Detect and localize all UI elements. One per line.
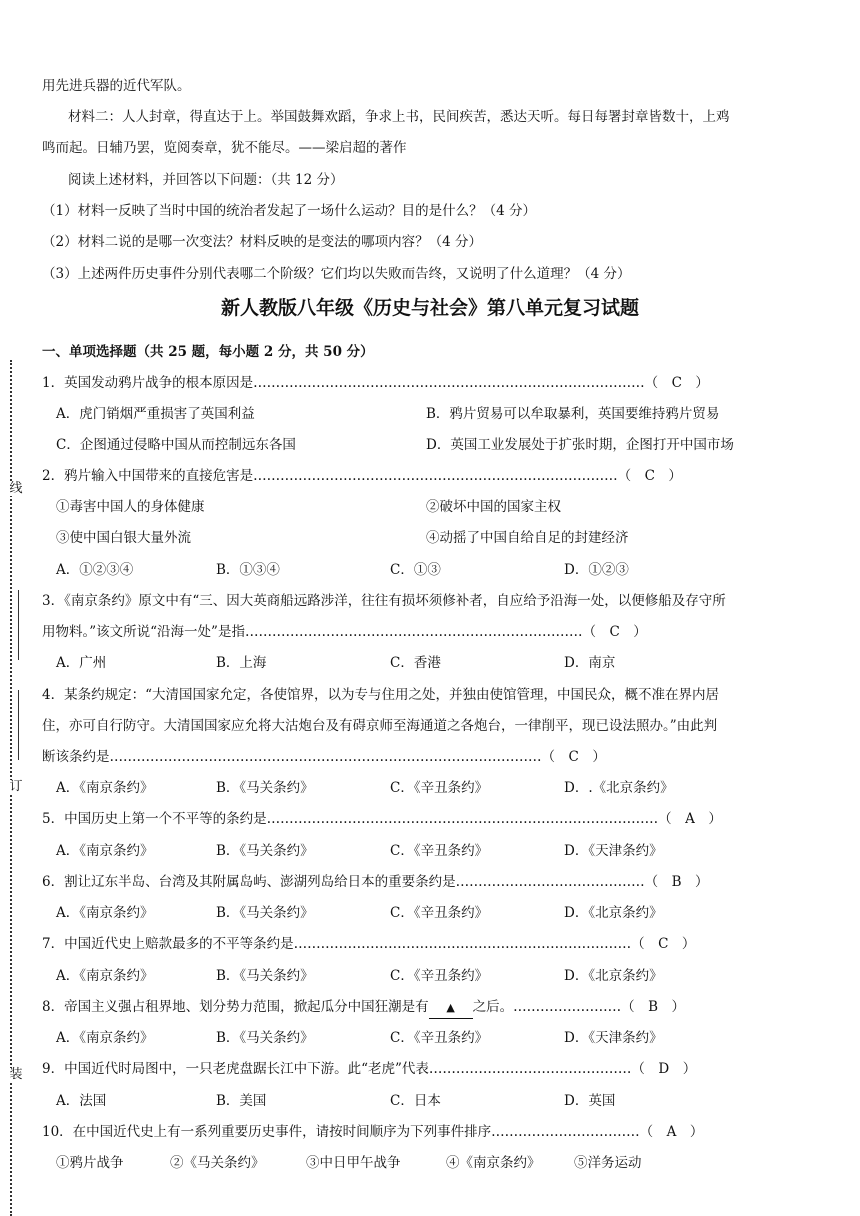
- option-a: A．《南京条约》: [56, 1030, 154, 1046]
- item-4: ④动摇了中国自给自足的封建经济: [426, 530, 629, 546]
- question-10-items: [42, 1153, 832, 1173]
- page-title: 新人教版八年级《历史与社会》第八单元复习试题: [220, 297, 639, 319]
- section-heading: 一、单项选择题（共 25 题，每小题 2 分，共 50 分）: [42, 344, 374, 360]
- question-1-stem: 1．英国发动鸦片战争的根本原因是……………………………………………………………………………（ C ）: [42, 375, 709, 391]
- item-2: ②《马关条约》: [170, 1155, 265, 1171]
- option-a: A．①②③④: [56, 562, 134, 578]
- question-8-stem-post: 之后。……………………（ B ）: [472, 999, 686, 1015]
- option-c: C．香港: [390, 655, 441, 671]
- question-2-stem: 2．鸦片输入中国带来的直接危害是………………………………………………………………………（ C ）: [42, 468, 682, 484]
- option-a: A．广州: [56, 655, 107, 671]
- question-1-options: [42, 435, 832, 455]
- option-d: D．英国工业发展处于扩张时期，企图打开中国市场: [426, 437, 734, 453]
- question-5-stem: 5．中国历史上第一个不平等的条约是……………………………………………………………………………（ A ）: [42, 811, 722, 827]
- option-d: D．《北京条约》: [564, 905, 663, 921]
- item-3: ③中日甲午战争: [306, 1155, 401, 1171]
- instruction: 阅读上述材料，并回答以下问题：（共 12 分）: [68, 172, 344, 188]
- option-c: C．《辛丑条约》: [390, 843, 489, 859]
- text-line: 用先进兵器的近代军队。: [42, 78, 191, 94]
- option-b: B．《马关条约》: [216, 968, 314, 984]
- option-c: C．《辛丑条约》: [390, 780, 489, 796]
- option-d: D．《北京条约》: [564, 968, 663, 984]
- question-9-stem: 9．中国近代时局图中，一只老虎盘踞长江中下游。此“老虎”代表………………………………………（ D ）: [42, 1061, 697, 1077]
- binding-mark-zhuang: 装: [9, 1067, 23, 1082]
- question-2-items: [42, 528, 832, 548]
- option-d: D．南京: [564, 655, 616, 671]
- option-a: A．《南京条约》: [56, 843, 154, 859]
- item-2: ②破坏中国的国家主权: [426, 499, 561, 515]
- option-b: B．鸦片贸易可以牟取暴利，英国要维持鸦片贸易: [426, 406, 720, 422]
- material-two-cont: 鸣而起。日辅乃罢，览阅奏章，犹不能尽。——梁启超的著作: [42, 140, 407, 156]
- question-2-options: [42, 560, 832, 580]
- subquestion-2: （2）材料二说的是哪一次变法？材料反映的是变法的哪项内容？（4 分）: [42, 234, 482, 250]
- question-1-options: [42, 404, 832, 424]
- option-b: B．《马关条约》: [216, 1030, 314, 1046]
- option-a: A．《南京条约》: [56, 905, 154, 921]
- binding-mark-line: 线: [9, 481, 23, 496]
- option-c: C．《辛丑条约》: [390, 968, 489, 984]
- item-1: ①鸦片战争: [56, 1155, 124, 1171]
- option-c: C．《辛丑条约》: [390, 905, 489, 921]
- item-1: ①毒害中国人的身体健康: [56, 499, 205, 515]
- question-2-items: [42, 497, 832, 517]
- question-8-stem-pre: 8．帝国主义强占租界地、划分势力范围，掀起瓜分中国狂潮是有: [42, 999, 429, 1015]
- question-3-stem-cont: 用物料。”该文所说“沿海一处”是指…………………………………………………………………（ C ）: [42, 624, 647, 640]
- question-6-options: [42, 903, 832, 923]
- binding-blank: [18, 590, 19, 660]
- option-b: B．①③④: [216, 562, 280, 578]
- option-a: A．法国: [56, 1093, 107, 1109]
- item-3: ③使中国白银大量外流: [56, 530, 191, 546]
- question-8-stem: [42, 997, 832, 1019]
- option-b: B．《马关条约》: [216, 780, 314, 796]
- question-4-stem-cont: 断该条约是……………………………………………………………………………………（ C ）: [42, 749, 606, 765]
- option-d: D．①②③: [564, 562, 629, 578]
- option-d: D．《天津条约》: [564, 843, 663, 859]
- option-a: A．虎门销烟严重损害了英国利益: [56, 406, 255, 422]
- option-b: B．《马关条约》: [216, 843, 314, 859]
- option-d: D．英国: [564, 1093, 616, 1109]
- question-4-stem-cont: 住，亦可自行防守。大清国国家应允将大沽炮台及有碍京师至海通道之各炮台，一律削平，现已设法照办。”由此判: [42, 718, 718, 734]
- material-two: 材料二：人人封章，得直达于上。举国鼓舞欢蹈，争求上书，民间疾苦，悉达天听。每日每署封章皆数十，上鸡: [68, 109, 730, 125]
- subquestion-1: （1）材料一反映了当时中国的统治者发起了一场什么运动？目的是什么？（4 分）: [42, 203, 536, 219]
- question-5-options: [42, 841, 832, 861]
- option-b: B．上海: [216, 655, 267, 671]
- question-4-stem: 4．某条约规定：“大清国国家允定，各使馆界，以为专与住用之处，并独由使馆管理，中国民众，概不准在界内居: [42, 687, 719, 703]
- question-6-stem: 6．割让辽东半岛、台湾及其附属岛屿、澎湖列岛给日本的重要条约是……………………………………（ B ）: [42, 874, 709, 890]
- question-3-options: [42, 653, 832, 673]
- question-10-stem: 10．在中国近代史上有一系列重要历史事件，请按时间顺序为下列事件排序……………………………（ A ）: [42, 1124, 704, 1140]
- question-4-options: [42, 778, 832, 798]
- subquestion-3: （3）上述两件历史事件分别代表哪二个阶级？它们均以失败而告终，又说明了什么道理？（4 分）: [42, 266, 631, 282]
- question-3-stem: 3．《南京条约》原文中有“三、因大英商船远路涉洋，往往有损坏须修补者，自应给予沿海一处，以便修船及存守所: [42, 593, 726, 609]
- item-5: ⑤洋务运动: [574, 1155, 642, 1171]
- option-d: D．《天津条约》: [564, 1030, 663, 1046]
- option-c: C．日本: [390, 1093, 441, 1109]
- option-c: C．《辛丑条约》: [390, 1030, 489, 1046]
- answer-blank[interactable]: ▲: [429, 998, 473, 1019]
- binding-margin: [10, 360, 26, 1216]
- option-a: A．《南京条约》: [56, 780, 154, 796]
- option-c: C．①③: [390, 562, 441, 578]
- option-b: B．《马关条约》: [216, 905, 314, 921]
- question-7-stem: 7．中国近代史上赔款最多的不平等条约是…………………………………………………………………（ C ）: [42, 936, 696, 952]
- binding-mark-bind: 订: [9, 779, 23, 794]
- question-8-options: [42, 1028, 832, 1048]
- question-9-options: [42, 1091, 832, 1111]
- option-b: B．美国: [216, 1093, 267, 1109]
- option-a: A．《南京条约》: [56, 968, 154, 984]
- option-d: D．.《北京条约》: [564, 780, 674, 796]
- question-7-options: [42, 966, 832, 986]
- item-4: ④《南京条约》: [446, 1155, 541, 1171]
- option-c: C．企图通过侵略中国从而控制远东各国: [56, 437, 296, 453]
- binding-blank: [18, 690, 19, 760]
